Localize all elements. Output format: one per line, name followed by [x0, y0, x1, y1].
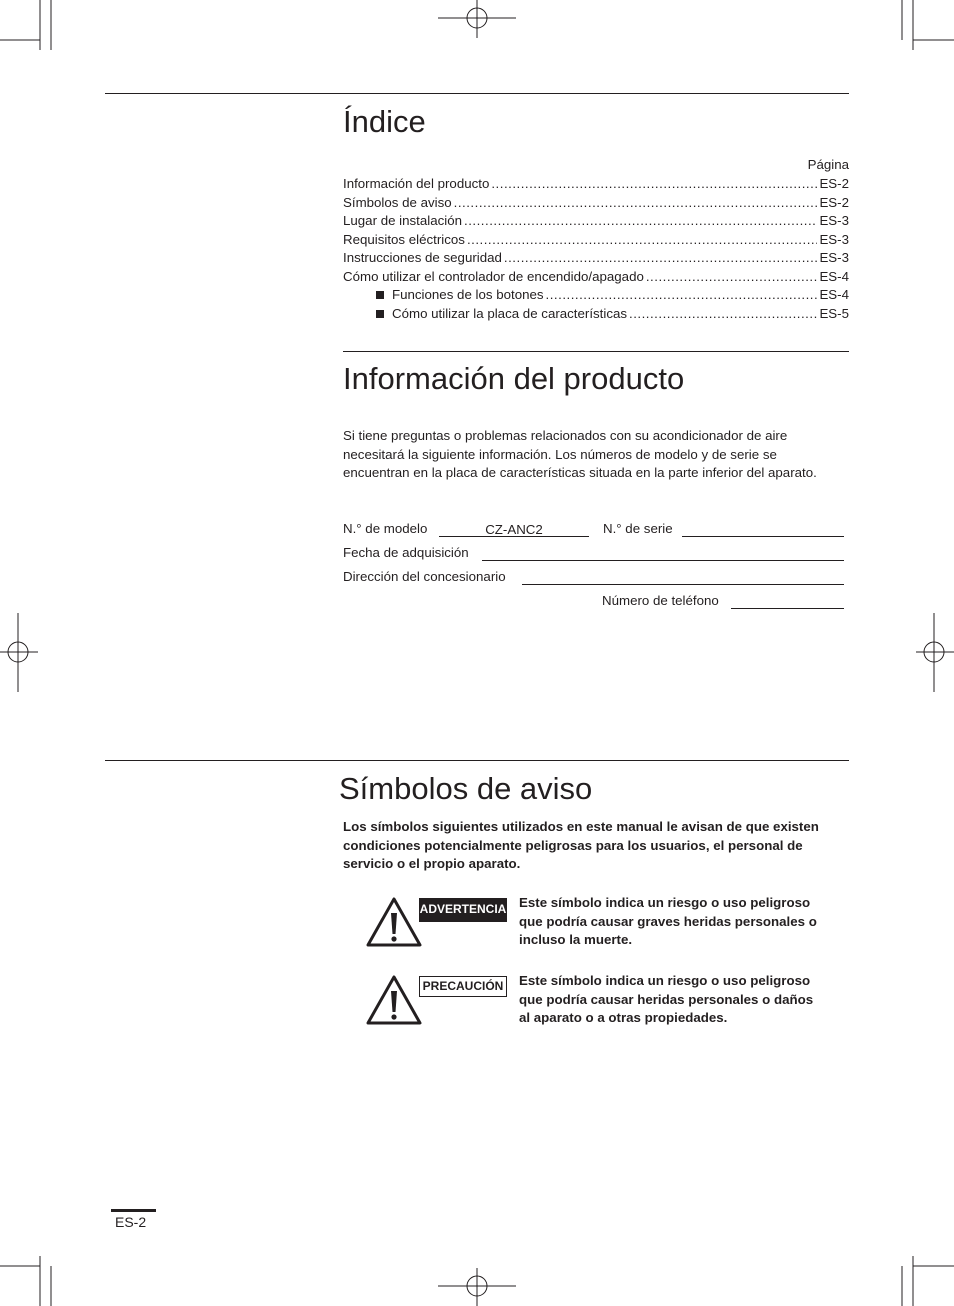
toc-entry-3[interactable]	[343, 232, 849, 251]
section-rule-index	[105, 93, 849, 94]
toc-entry-0[interactable]	[343, 176, 849, 195]
square-bullet-icon	[376, 310, 384, 318]
toc-leader	[629, 306, 817, 321]
phone-number-field[interactable]	[731, 594, 844, 609]
product-info-title: Información del producto	[343, 361, 685, 396]
toc-entry-4[interactable]	[343, 250, 849, 269]
toc-leader	[546, 287, 818, 302]
toc-subentry-page: ES-4	[819, 287, 849, 302]
toc-entry-title: Información del producto	[343, 176, 490, 191]
toc-subentry-page: ES-5	[819, 306, 849, 321]
toc-entry-2[interactable]	[343, 213, 849, 232]
caution-triangle-icon	[365, 974, 423, 1026]
section-rule-warning-symbols	[105, 760, 849, 761]
toc-leader	[467, 232, 817, 247]
page-column-header: Página	[807, 157, 849, 172]
product-info-paragraph: Si tiene preguntas o problemas relacionados con su acondicionador de aire necesitará la siguiente información. Los números de modelo y de serie se encuentran en la placa de características situada en la parte inferior del aparato.	[343, 428, 817, 481]
purchase-date-label: Fecha de adquisición	[343, 545, 469, 560]
toc-entry-page: ES-2	[819, 176, 849, 191]
toc-entry-5[interactable]	[343, 269, 849, 288]
toc-subentry-title: Cómo utilizar la placa de características	[392, 306, 628, 321]
toc-leader	[491, 176, 817, 191]
serial-label: N.° de serie	[603, 521, 673, 536]
page-number-rule	[111, 1209, 156, 1212]
model-value-field[interactable]: CZ-ANC2	[439, 522, 589, 537]
toc-subentry-1[interactable]	[376, 306, 849, 325]
square-bullet-icon	[376, 291, 384, 299]
toc-entry-page: ES-4	[819, 269, 849, 284]
serial-number-field[interactable]	[682, 522, 844, 537]
toc-subentry-title: Funciones de los botones	[392, 287, 544, 302]
toc-entry-title: Instrucciones de seguridad	[343, 250, 502, 265]
phone-label: Número de teléfono	[602, 593, 719, 608]
toc-entry-page: ES-3	[819, 232, 849, 247]
toc-entry-title: Cómo utilizar el controlador de encendido/apagado	[343, 269, 644, 284]
toc-entry-title: Símbolos de aviso	[343, 195, 452, 210]
toc-entry-title: Requisitos eléctricos	[343, 232, 465, 247]
toc-entry-title: Lugar de instalación	[343, 213, 463, 228]
toc-subentry-0[interactable]	[376, 287, 849, 306]
warning-symbols-intro: Los símbolos siguientes utilizados en este manual le avisan de que existen condiciones potencialmente peligrosas para los usuarios, el personal de servicio o el propio aparato.	[343, 819, 819, 872]
warning-symbols-title: Símbolos de aviso	[339, 771, 593, 806]
model-label: N.° de modelo	[343, 521, 428, 536]
purchase-date-field[interactable]	[482, 546, 844, 561]
toc-entry-page: ES-3	[819, 250, 849, 265]
caution-description: Este símbolo indica un riesgo o uso peligroso que podría causar heridas personales o daños al aparato o a otras propiedades.	[519, 973, 814, 1026]
toc-leader	[646, 269, 818, 284]
dealer-address-field[interactable]	[522, 570, 844, 585]
toc-entry-page: ES-3	[819, 213, 849, 228]
toc-entry-page: ES-2	[819, 195, 849, 210]
warning-description: Este símbolo indica un riesgo o uso peligroso que podría causar graves heridas personales o incluso la muerte.	[519, 895, 817, 948]
warning-badge: ADVERTENCIA	[419, 898, 507, 922]
page-number: ES-2	[115, 1214, 147, 1230]
caution-badge: PRECAUCIÓN	[419, 976, 507, 997]
warning-triangle-icon	[365, 896, 423, 948]
index-title: Índice	[343, 104, 426, 139]
toc-entry-1[interactable]	[343, 195, 849, 214]
toc-leader	[504, 250, 818, 265]
toc-leader	[464, 213, 817, 228]
section-rule-product-info	[343, 351, 849, 352]
toc-leader	[454, 195, 818, 210]
dealer-address-label: Dirección del concesionario	[343, 569, 506, 584]
